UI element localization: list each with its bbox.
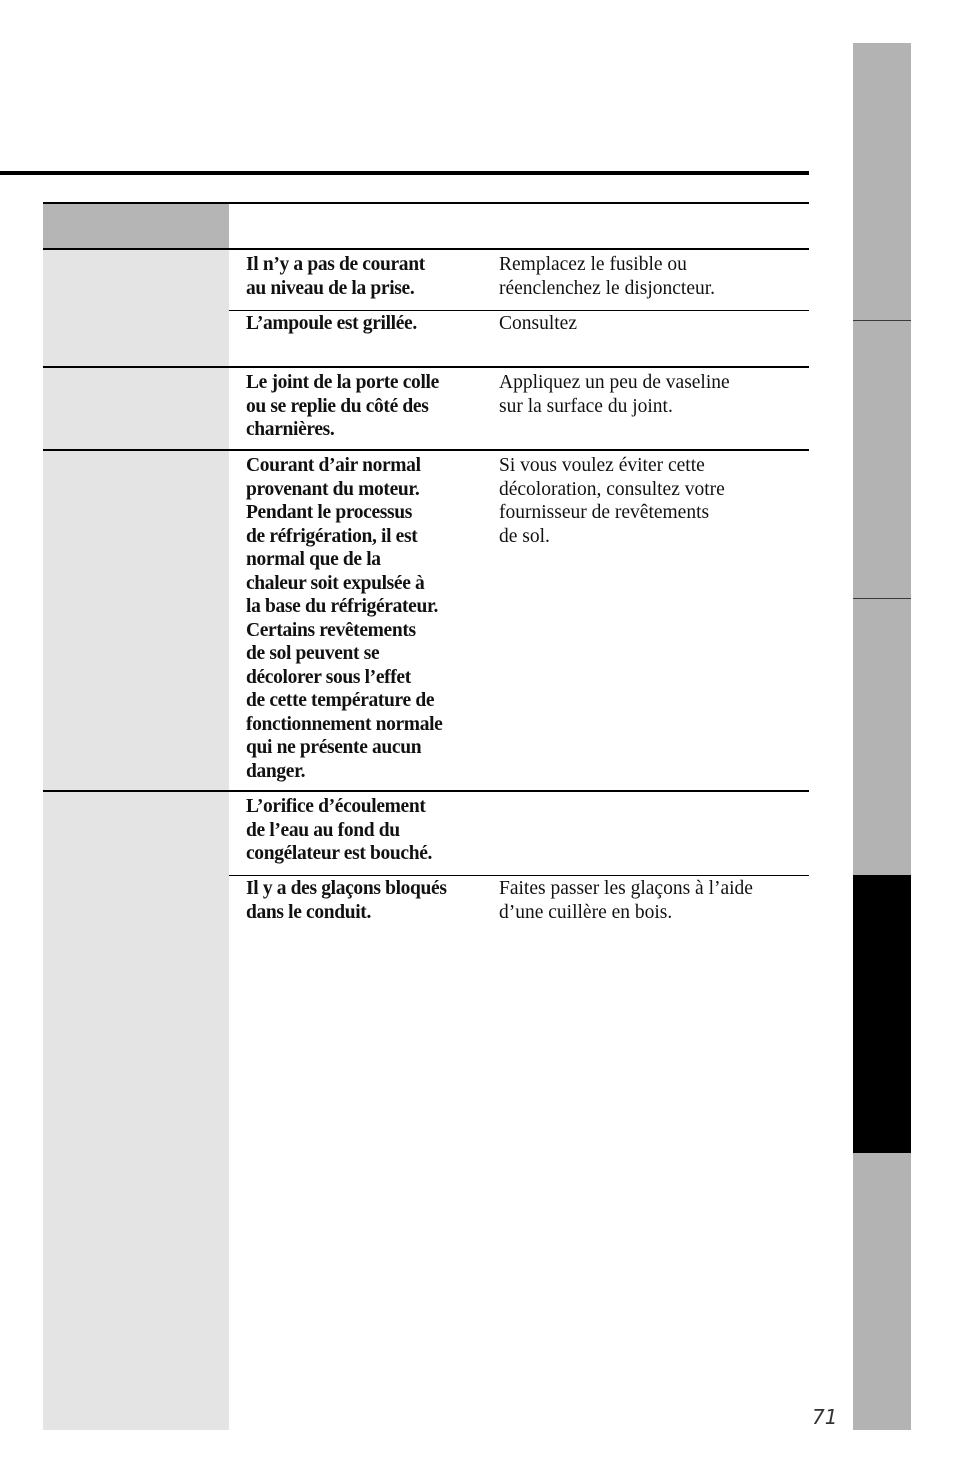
table-row-3-cause: Le joint de la porte colle ou se replie du côté des charnières.	[246, 372, 439, 440]
row-divider	[229, 310, 809, 311]
table-row-1-cause: Il n’y a pas de courant au niveau de la prise.	[246, 254, 425, 299]
section-divider	[43, 366, 809, 368]
table-row-6-cause: Il y a des glaçons bloqués dans le conduit.	[246, 878, 447, 923]
table-row-1-solution: Remplacez le fusible ou réenclenchez le disjoncteur.	[499, 254, 716, 299]
table-header-problem-cell	[43, 204, 229, 248]
section-tab-5[interactable]	[853, 1153, 911, 1430]
table-row-4-solution: Si vous voulez éviter cette décoloration, consultez votre fournisseur de revêtements de sol.	[499, 455, 725, 547]
section-tab-active[interactable]	[853, 875, 911, 1153]
page-number: 71	[812, 1405, 838, 1429]
table-row-4-cause: Courant d’air normal provenant du moteur. Pendant le processus de réfrigération, il est normal que de la chaleur soit expulsée à la base du réfrigérateur. Certains revêtements de sol peuvent se décolorer sous l’effet de cette température de fonctionnement normale qui ne présente aucun danger.	[246, 455, 443, 782]
section-divider	[43, 790, 809, 792]
table-row-3-solution: Appliquez un peu de vaseline sur la surface du joint.	[499, 372, 730, 417]
table-row-2-cause: L’ampoule est grillée.	[246, 313, 417, 334]
table-row-2-solution: Consultez	[499, 313, 577, 334]
table-row-6-solution: Faites passer les glaçons à l’aide d’une cuillère en bois.	[499, 878, 753, 923]
section-tab-1[interactable]	[853, 43, 911, 320]
section-divider	[43, 449, 809, 451]
section-tab-3[interactable]	[853, 599, 911, 875]
section-tab-2[interactable]	[853, 321, 911, 598]
problem-column	[43, 250, 229, 1430]
table-row-5-cause: L’orifice d’écoulement de l’eau au fond du congélateur est bouché.	[246, 796, 433, 864]
top-rule	[0, 171, 809, 175]
row-divider	[229, 875, 809, 876]
